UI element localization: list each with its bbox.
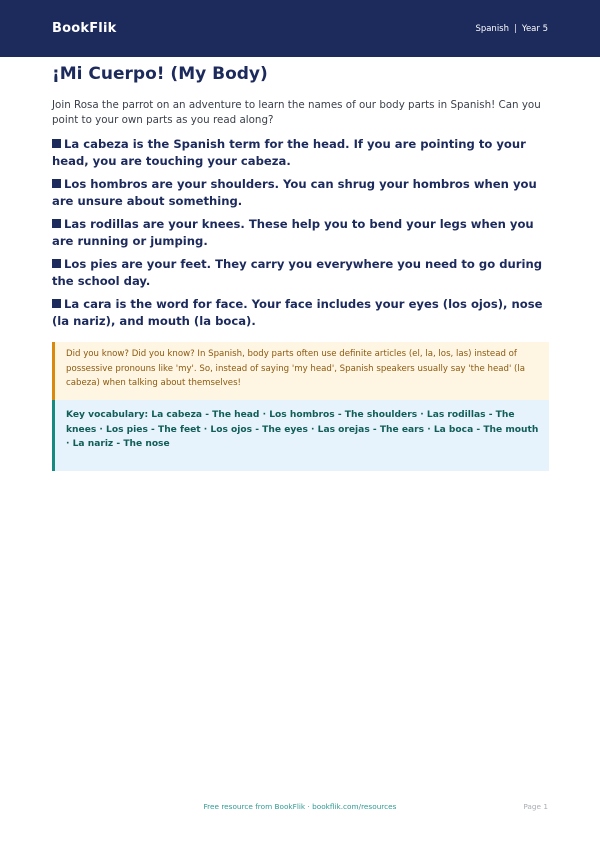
- page-number: Page 1: [523, 802, 548, 811]
- key-vocabulary-box: Key vocabulary: La cabeza - The head · Los hombros - The shoulders · Las rodillas - The knees · Los pies - The feet · Los ojos - The eyes · Las orejas - The ears · La boca - The mouth · La nariz - The nose: [52, 400, 549, 471]
- body-parts-list: [52, 136, 552, 336]
- bookflik-logo[interactable]: BookFlik: [52, 21, 117, 36]
- page-title: ¡Mi Cuerpo! (My Body): [52, 64, 268, 84]
- list-item-text: La cabeza is the Spanish term for the head. If you are pointing to your head, you are touching your cabeza.: [52, 137, 526, 168]
- list-item-text: Los hombros are your shoulders. You can shrug your hombros when you are unsure about something.: [52, 177, 537, 208]
- intro-paragraph: Join Rosa the parrot on an adventure to learn the names of our body parts in Spanish! Can you point to your own parts as you read along?: [52, 99, 541, 126]
- square-bullet-icon: [52, 179, 61, 188]
- list-item-text: Los pies are your feet. They carry you everywhere you need to go during the school day.: [52, 257, 543, 288]
- meta-separator: |: [514, 23, 517, 34]
- subject-label: Spanish: [475, 23, 510, 34]
- year-label: Year 5: [521, 23, 548, 34]
- course-meta: [475, 24, 548, 34]
- square-bullet-icon: [52, 259, 61, 268]
- did-you-know-callout: Did you know? Did you know? In Spanish, body parts often use definite articles (el, la, los, las) instead of possessive pronouns like 'my'. So, instead of saying 'my head', Spanish speakers usually say 'the head' (la cabeza) when talking about themselves!: [52, 342, 549, 400]
- square-bullet-icon: [52, 219, 61, 228]
- site-header: [0, 0, 600, 57]
- list-item: [52, 216, 552, 256]
- list-item: [52, 176, 552, 216]
- list-item: [52, 296, 552, 336]
- list-item-text: Las rodillas are your knees. These help you to bend your legs when you are running or jumping.: [52, 217, 534, 248]
- list-item-text: La cara is the word for face. Your face includes your eyes (los ojos), nose (la nariz), and mouth (la boca).: [52, 297, 543, 328]
- list-item: [52, 136, 552, 176]
- footer-credit[interactable]: Free resource from BookFlik · bookflik.com/resources: [203, 802, 397, 811]
- list-item: [52, 256, 552, 296]
- square-bullet-icon: [52, 299, 61, 308]
- square-bullet-icon: [52, 139, 61, 148]
